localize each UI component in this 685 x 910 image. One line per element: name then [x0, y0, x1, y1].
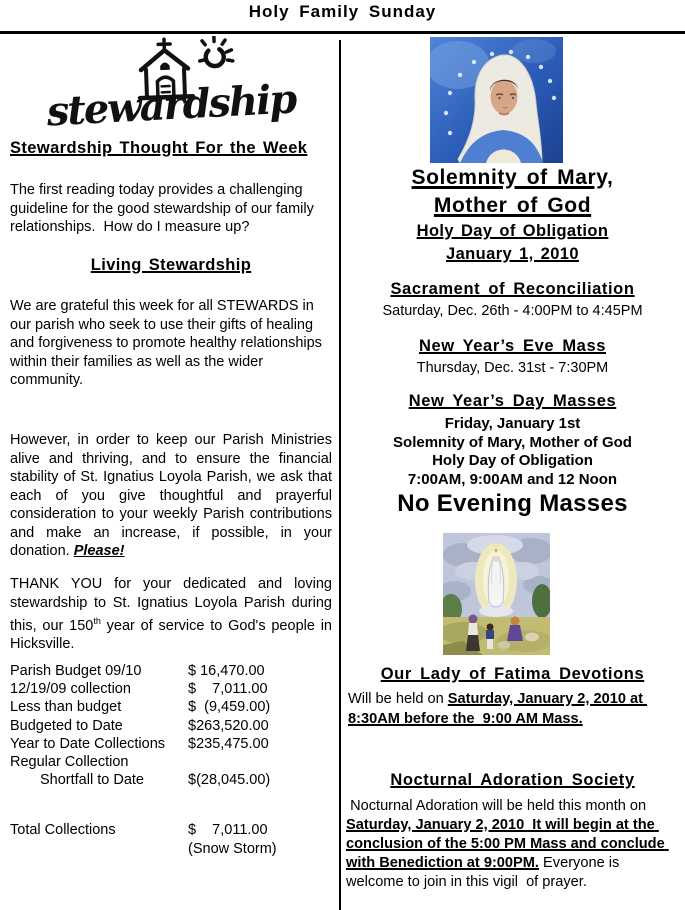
date-line: January 1, 2010: [446, 245, 579, 263]
table-row: [10, 821, 332, 840]
table-row: [10, 662, 332, 680]
finance-label: 12/19/09 collection: [10, 681, 131, 698]
finance-table: [10, 662, 332, 789]
nye-detail: Thursday, Dec. 31st - 7:30PM: [416, 360, 609, 376]
nocturnal-text-bold: Saturday, January 2, 2010 It will begin at the conclusion of the 5:00 PM Mass and conclude with Benediction at 9:00PM.: [346, 817, 669, 871]
thank-you-paragraph: [10, 575, 332, 654]
finance-label: Regular Collection: [10, 754, 129, 771]
stewardship-logo: [10, 36, 332, 136]
table-row: [10, 680, 332, 698]
reconciliation-detail: Saturday, Dec. 26th - 4:00PM to 4:45PM: [382, 303, 643, 319]
fatima-image-block: [346, 533, 679, 660]
nocturnal-text-start: Nocturnal Adoration will be held this month on: [346, 798, 651, 814]
living-stewardship-heading: Living Stewardship: [90, 256, 252, 274]
appeal-text: However, in order to keep our Parish Ministries alive and thriving, and to ensure the financial stability of St. Ignatius Loyola Parish, we ask that each of you give thoughtful and prayerful consideration to your weekly Parish contributions and make an increase, if possible, in your donation.: [10, 432, 332, 559]
nocturnal-heading: Nocturnal Adoration Society: [390, 771, 635, 789]
reconciliation-heading: Sacrament of Reconciliation: [390, 280, 635, 298]
solemnity-title-block: [346, 164, 679, 266]
table-row: [10, 771, 332, 789]
page-title: Holy Family Sunday: [248, 2, 437, 21]
new-years-eve-section: [346, 337, 679, 378]
nyd-line2: Solemnity of Mary, Mother of God: [393, 433, 632, 451]
nocturnal-body: [346, 797, 679, 892]
finance-amount: $235,475.00: [188, 735, 269, 752]
please-emphasis: Please!: [73, 543, 125, 559]
solemnity-line2: Mother of God: [433, 194, 592, 217]
finance-amount: $ (9,459.00): [188, 699, 271, 716]
stewardship-wordmark: stewardship: [45, 75, 297, 136]
mary-image: [430, 37, 563, 163]
holy-day-line: Holy Day of Obligation: [416, 222, 609, 240]
finance-amount: $ 16,470.00: [188, 663, 265, 679]
ordinal-superscript: th: [93, 616, 101, 626]
no-evening-masses-notice: No Evening Masses: [397, 490, 628, 517]
new-years-day-section: [346, 392, 679, 519]
living-stewardship-body: We are grateful this week for all STEWARDS in our parish who seek to use their gifts of healing and forgiveness to promote healthy relationships within their families as well as the wider community.: [10, 298, 326, 388]
table-row: [10, 735, 332, 753]
total-amount: $ 7,011.00: [188, 822, 268, 838]
nocturnal-adoration-section: [346, 771, 679, 892]
fatima-text-bold: Saturday, January 2, 2010 at 8:30AM before the 9:00 AM Mass.: [348, 691, 648, 727]
table-row: [10, 753, 332, 771]
finance-label: Parish Budget 09/10: [10, 663, 142, 679]
fatima-body: [346, 689, 679, 729]
stewardship-thought-body: The first reading today provides a challenging guideline for the good stewardship of our family relationships. How do I measure up?: [10, 182, 318, 235]
table-row: [10, 840, 332, 859]
table-row: [10, 717, 332, 735]
nocturnal-text-end: Everyone is welcome to join in this vigil of prayer.: [346, 855, 624, 890]
table-row: [10, 698, 332, 716]
mary-image-block: [346, 37, 679, 168]
finance-amount: $ 7,011.00: [188, 681, 268, 698]
column-divider: [339, 40, 341, 910]
finance-amount: $(28,045.00): [188, 772, 271, 789]
finance-label: Shortfall to Date: [40, 772, 144, 789]
header-divider: [0, 31, 685, 34]
stewardship-thought-heading: Stewardship Thought For the Week: [10, 139, 308, 157]
fatima-devotions-section: [346, 665, 679, 729]
nye-heading: New Year’s Eve Mass: [418, 337, 607, 355]
nyd-heading: New Year’s Day Masses: [408, 392, 617, 410]
nyd-line4: 7:00AM, 9:00AM and 12 Noon: [407, 470, 618, 488]
finance-label: Year to Date Collections: [10, 735, 166, 752]
fatima-heading: Our Lady of Fatima Devotions: [380, 665, 645, 683]
nyd-line1: Friday, January 1st: [444, 415, 581, 432]
finance-amount: $263,520.00: [188, 717, 269, 734]
total-collections-block: [10, 821, 332, 859]
our-lady-of-fatima-image: [443, 533, 550, 655]
solemnity-line1: Solemnity of Mary,: [411, 166, 614, 189]
total-note: (Snow Storm): [188, 841, 277, 857]
thanks-text-end: year of service to God's people in Hicksville.: [10, 617, 332, 653]
total-label: Total Collections: [10, 822, 116, 838]
reconciliation-section: [346, 280, 679, 321]
finance-label: Less than budget: [10, 699, 122, 716]
nyd-line3: Holy Day of Obligation: [432, 452, 593, 469]
thanks-text-start: THANK YOU for your dedicated and loving stewardship to St. Ignatius Loyola Parish during this, our 150: [10, 576, 332, 634]
parish-appeal-paragraph: [10, 431, 332, 561]
fatima-text-regular: Will be held on: [348, 691, 448, 707]
finance-label: Budgeted to Date: [10, 717, 123, 734]
